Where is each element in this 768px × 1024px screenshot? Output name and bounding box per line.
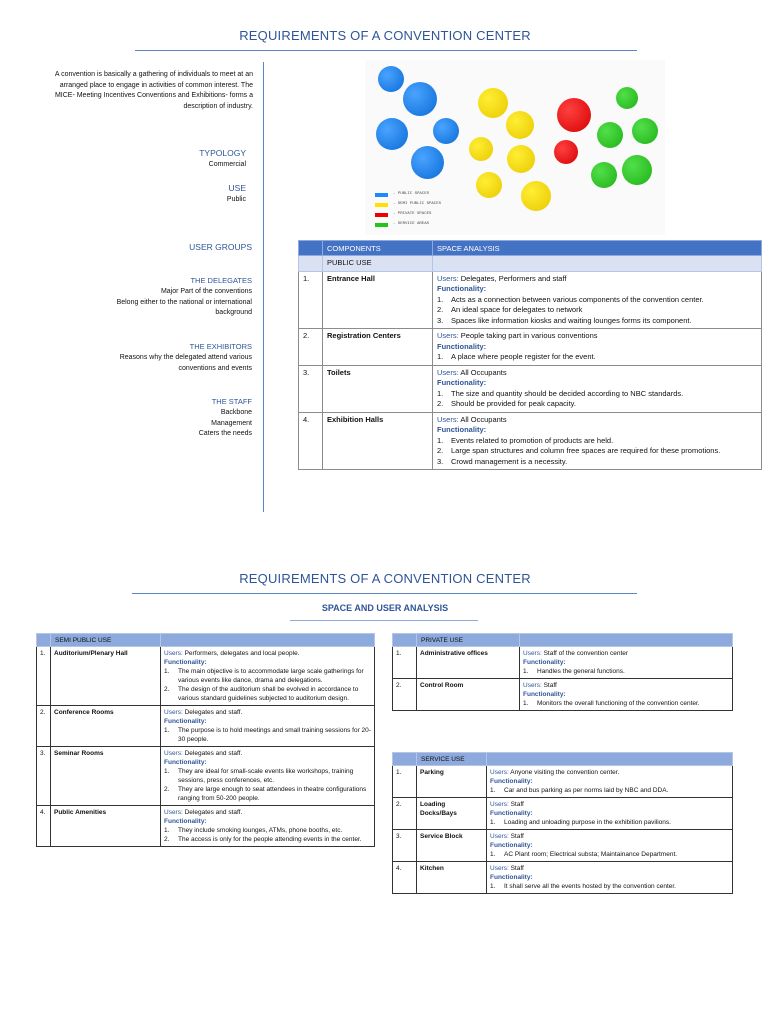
page2-title: REQUIREMENTS OF A CONVENTION CENTER: [239, 571, 531, 586]
row-analysis: [161, 647, 375, 706]
list-item-text: Events related to promotion of products are held.: [451, 435, 614, 445]
list-item-text: They are ideal for small-scale events like workshops, training sessions, press conferences, etc.: [178, 768, 354, 784]
bubble-semi-public: [476, 172, 502, 198]
table-row: [37, 706, 375, 747]
row-component: Service Block: [417, 830, 487, 862]
row-component: Toilets: [323, 365, 433, 412]
list-number: 1.: [164, 768, 170, 775]
list-item: [164, 726, 371, 744]
functionality-label: Functionality:: [164, 718, 207, 725]
bubble-public: [411, 146, 444, 179]
staff-text: [100, 408, 252, 440]
table-header-row: [299, 241, 762, 256]
list-item: [490, 850, 729, 859]
row-component: Seminar Rooms: [51, 747, 161, 806]
row-component: Administrative offices: [417, 647, 520, 679]
row-analysis: [161, 806, 375, 847]
functionality-label: Functionality:: [490, 842, 533, 849]
functionality-label: Functionality:: [490, 874, 533, 881]
users-label: Users:: [490, 833, 509, 840]
bubble-public: [433, 118, 459, 144]
users-line: [164, 649, 371, 658]
table-header-cell: [161, 634, 375, 647]
functionality-label: Functionality:: [437, 425, 487, 434]
delegates-line: Belong either to the national or international: [116, 298, 252, 306]
legend-label: - SEMI PUBLIC SPACES: [393, 202, 442, 206]
table-body: [299, 271, 762, 470]
users-label: Users:: [164, 750, 183, 757]
service-use-table: [392, 752, 733, 894]
row-component: Public Amenities: [51, 806, 161, 847]
table-header-cell: COMPONENTS: [323, 241, 433, 256]
row-number: 3.: [393, 830, 417, 862]
table-header-cell: SPACE ANALYSIS: [433, 241, 762, 256]
list-item-text: The main objective is to accommodate large scale gatherings for various events like dance, drama and delegations.: [178, 668, 364, 684]
users-value: Delegates, Performers and staff: [460, 273, 567, 283]
table-subheader-row: [299, 256, 762, 272]
list-item-text: Loading and unloading purpose in the exhibition pavilions.: [504, 819, 671, 826]
table-row: [393, 798, 733, 830]
delegates-text: [60, 287, 252, 319]
legend-swatch: [375, 203, 388, 207]
users-line: [437, 368, 757, 379]
functionality-list: [523, 699, 729, 708]
users-value: Staff of the convention center: [543, 650, 629, 657]
staff-line: Backbone: [220, 409, 252, 416]
row-number: 2.: [393, 679, 417, 711]
list-item-text: AC Plant room; Electrical substa; Maintainance Department.: [504, 851, 678, 858]
row-analysis: [520, 679, 733, 711]
bubble-service: [616, 87, 638, 109]
user-groups-heading: USER GROUPS: [189, 242, 252, 252]
list-item: [437, 389, 757, 400]
list-item: [164, 667, 371, 685]
list-number: 2.: [164, 686, 170, 693]
list-number: 3.: [437, 315, 444, 325]
page2-subtitle: SPACE AND USER ANALYSIS: [321, 603, 449, 613]
list-number: 1.: [437, 294, 444, 304]
table-header-cell: [393, 753, 417, 766]
bubble-semi-public: [507, 145, 535, 173]
list-item: [490, 786, 729, 795]
users-line: [437, 331, 757, 342]
private-use-table: [392, 633, 733, 711]
row-number: 2.: [393, 798, 417, 830]
list-number: 1.: [490, 851, 496, 858]
list-item: [164, 835, 371, 844]
page2-title-rule: [132, 593, 637, 594]
row-number: 2.: [37, 706, 51, 747]
table-row: [393, 679, 733, 711]
row-number: 3.: [299, 365, 323, 412]
functionality-label: Functionality:: [437, 378, 487, 387]
exhibitors-line: conventions and events: [178, 364, 252, 372]
functionality-list: [437, 389, 757, 410]
list-item: [437, 316, 757, 327]
list-number: 1.: [437, 435, 444, 445]
list-item-text: They include smoking lounges, ATMs, phone booths, etc.: [178, 827, 343, 834]
functionality-list: [164, 667, 371, 703]
list-item: [437, 457, 757, 468]
list-item: [437, 436, 757, 447]
list-item: [490, 882, 729, 891]
functionality-list: [437, 436, 757, 468]
functionality-label: Functionality:: [164, 818, 207, 825]
legend-label: - SERVICE AREAS: [393, 222, 430, 226]
table-cell: [433, 256, 762, 272]
row-analysis: [161, 747, 375, 806]
list-item-text: The access is only for the people attending events in the center.: [178, 836, 362, 843]
row-component: Conference Rooms: [51, 706, 161, 747]
bubble-public: [403, 82, 437, 116]
table-header-cell: [37, 634, 51, 647]
functionality-label: Functionality:: [523, 659, 566, 666]
list-item: [490, 818, 729, 827]
table-subheader: PUBLIC USE: [323, 256, 433, 272]
row-component: Parking: [417, 766, 487, 798]
table-row: [299, 271, 762, 329]
row-analysis: [161, 706, 375, 747]
list-item: [164, 685, 371, 703]
list-item-text: The design of the auditorium shall be evolved in accordance to various standard guidelines subjected to auditorium design.: [178, 686, 359, 702]
list-item: [523, 699, 729, 708]
row-analysis: [487, 798, 733, 830]
table-row: [299, 329, 762, 366]
table-cell: [299, 256, 323, 272]
bubble-service: [591, 162, 617, 188]
functionality-list: [437, 352, 757, 363]
table-row: [393, 766, 733, 798]
typology-heading: TYPOLOGY: [199, 148, 246, 158]
users-line: [164, 749, 371, 758]
table-header-cell: [520, 634, 733, 647]
users-label: Users:: [437, 414, 459, 424]
exhibitors-line: Reasons why the delegated attend various: [119, 354, 252, 361]
list-number: 1.: [164, 827, 170, 834]
row-analysis: [487, 830, 733, 862]
functionality-label: Functionality:: [437, 284, 487, 293]
row-number: 4.: [393, 862, 417, 894]
users-value: Anyone visiting the convention center.: [510, 769, 620, 776]
list-item-text: Car and bus parking as per norms laid by NBC and DDA.: [504, 787, 669, 794]
bubble-semi-public: [506, 111, 534, 139]
bubble-semi-public: [469, 137, 493, 161]
users-value: Performers, delegates and local people.: [184, 650, 300, 657]
users-label: Users:: [490, 865, 509, 872]
list-item-text: Should be provided for peak capacity.: [451, 399, 576, 408]
functionality-list: [164, 767, 371, 803]
row-analysis: [487, 766, 733, 798]
legend-swatch: [375, 193, 388, 197]
legend-label: - PUBLIC SPACES: [393, 192, 430, 196]
use-heading: USE: [228, 183, 246, 193]
row-number: 1.: [393, 766, 417, 798]
users-label: Users:: [437, 367, 459, 377]
users-label: Users:: [490, 769, 509, 776]
intro-text: A convention is basically a gathering of individuals to meet at an arranged place to engage in activities of common interest. The MICE- Meeting Incentives Conventions and Exhibitions- forms a description of industry.: [54, 71, 253, 110]
row-number: 4.: [299, 412, 323, 470]
row-analysis: [433, 365, 762, 412]
row-analysis: [520, 647, 733, 679]
list-number: 2.: [437, 446, 444, 455]
table-header-row: [393, 753, 733, 766]
staff-line: Management: [211, 419, 252, 427]
table-header-cell: PRIVATE USE: [417, 634, 520, 647]
row-component: Loading Docks/Bays: [417, 798, 487, 830]
list-number: 1.: [164, 668, 170, 675]
staff-line: Caters the needs: [198, 430, 252, 437]
list-number: 1.: [523, 668, 529, 675]
users-value: People taking part in various conventions: [460, 331, 598, 340]
bubble-public: [378, 66, 404, 92]
table-row: [37, 747, 375, 806]
list-item-text: Monitors the overall functioning of the convention center.: [537, 700, 700, 707]
users-label: Users:: [164, 650, 183, 657]
table-header-cell: [299, 241, 323, 256]
list-item-text: They are large enough to seat attendees in theatre configurations ranging from 50-200 people.: [178, 786, 367, 802]
functionality-label: Functionality:: [437, 341, 487, 351]
bubble-semi-public: [521, 181, 551, 211]
users-value: Staff: [510, 801, 524, 808]
semi-public-table: [36, 633, 375, 847]
list-number: 2.: [164, 786, 170, 793]
table-row: [393, 830, 733, 862]
list-item-text: The size and quantity should be decided according to NBC standards.: [451, 388, 684, 398]
list-item-text: Large span structures and column free spaces are required for these promotions.: [451, 446, 721, 455]
list-item: [437, 446, 757, 457]
list-number: 2.: [437, 305, 444, 314]
bubble-service: [597, 122, 623, 148]
list-number: 1.: [437, 388, 444, 398]
typology-value: Commercial: [208, 161, 246, 168]
list-number: 1.: [164, 727, 170, 734]
functionality-label: Functionality:: [523, 691, 566, 698]
table-row: [393, 647, 733, 679]
row-component: Registration Centers: [323, 329, 433, 366]
users-value: Delegates and staff.: [184, 809, 243, 816]
delegates-line: background: [215, 309, 252, 316]
delegates-heading: THE DELEGATES: [190, 276, 252, 285]
legend-swatch: [375, 223, 388, 227]
row-component: Entrance Hall: [323, 271, 433, 329]
users-label: Users:: [490, 801, 509, 808]
functionality-list: [523, 667, 729, 676]
users-label: Users:: [437, 273, 459, 283]
table-row: [393, 862, 733, 894]
users-value: Staff: [510, 865, 524, 872]
exhibitors-text: [60, 353, 252, 374]
list-item-text: The purpose is to hold meetings and small training sessions for 20-30 people.: [178, 727, 371, 743]
list-item-text: An ideal space for delegates to network: [451, 305, 583, 314]
page1-title: REQUIREMENTS OF A CONVENTION CENTER: [239, 28, 531, 43]
row-analysis: [487, 862, 733, 894]
users-label: Users:: [164, 709, 183, 716]
table-header-cell: [487, 753, 733, 766]
list-item-text: Crowd management is a necessity.: [451, 456, 568, 466]
table-row: [37, 806, 375, 847]
staff-heading: THE STAFF: [211, 397, 252, 406]
users-line: [164, 708, 371, 717]
public-use-table: [298, 240, 762, 470]
row-number: 3.: [37, 747, 51, 806]
bubble-private: [554, 140, 578, 164]
users-line: [164, 808, 371, 817]
row-component: Kitchen: [417, 862, 487, 894]
row-analysis: [433, 329, 762, 366]
row-number: 1.: [299, 271, 323, 329]
legend-swatch: [375, 213, 388, 217]
list-number: 1.: [490, 819, 496, 826]
list-item-text: Spaces like information kiosks and waiting lounges forms its component.: [451, 315, 692, 325]
list-item: [437, 352, 757, 363]
bubble-diagram: [365, 60, 665, 235]
functionality-label: Functionality:: [490, 778, 533, 785]
users-line: [437, 415, 757, 426]
list-item-text: It shall serve all the events hosted by the convention center.: [504, 883, 676, 890]
list-item: [164, 826, 371, 835]
users-label: Users:: [523, 650, 542, 657]
list-item-text: Handles the general functions.: [537, 668, 625, 675]
users-label: Users:: [437, 331, 459, 340]
functionality-list: [164, 826, 371, 844]
row-number: 1.: [37, 647, 51, 706]
list-item-text: Acts as a connection between various components of the convention center.: [451, 294, 704, 304]
list-item-text: A place where people register for the event.: [451, 352, 596, 361]
list-number: 1.: [437, 352, 444, 361]
table-row: [37, 647, 375, 706]
users-value: Delegates and staff.: [184, 709, 243, 716]
row-number: 1.: [393, 647, 417, 679]
functionality-label: Functionality:: [164, 759, 207, 766]
row-component: Control Room: [417, 679, 520, 711]
row-number: 2.: [299, 329, 323, 366]
table-header-cell: SEMI PUBLIC USE: [51, 634, 161, 647]
use-value: Public: [226, 196, 246, 203]
users-line: [490, 864, 729, 873]
users-label: Users:: [523, 682, 542, 689]
row-analysis: [433, 271, 762, 329]
bubble-semi-public: [478, 88, 508, 118]
users-value: Delegates and staff.: [184, 750, 243, 757]
functionality-label: Functionality:: [164, 659, 207, 666]
list-number: 1.: [523, 700, 529, 707]
page1-divider: [263, 62, 264, 512]
table-header-cell: SERVICE USE: [417, 753, 487, 766]
functionality-list: [490, 786, 729, 795]
table-row: [299, 412, 762, 470]
users-line: [490, 800, 729, 809]
list-item: [523, 667, 729, 676]
table-header-row: [37, 634, 375, 647]
legend-label: - PRIVATE SPACES: [393, 212, 432, 216]
row-number: 4.: [37, 806, 51, 847]
bubble-service: [632, 118, 658, 144]
functionality-list: [437, 295, 757, 327]
functionality-list: [490, 818, 729, 827]
functionality-list: [164, 726, 371, 744]
users-line: [523, 649, 729, 658]
users-value: All Occupants: [460, 414, 507, 424]
table-header-cell: [393, 634, 417, 647]
users-value: Staff: [543, 682, 557, 689]
list-item: [164, 767, 371, 785]
bubble-public: [376, 118, 408, 150]
users-line: [490, 768, 729, 777]
users-label: Users:: [164, 809, 183, 816]
list-item: [164, 785, 371, 803]
users-value: Staff: [510, 833, 524, 840]
list-item: [437, 399, 757, 410]
delegates-line: Major Part of the conventions: [160, 288, 252, 295]
users-line: [490, 832, 729, 841]
list-number: 1.: [490, 787, 496, 794]
page1-title-rule: [135, 50, 637, 51]
functionality-label: Functionality:: [490, 810, 533, 817]
exhibitors-heading: THE EXHIBITORS: [189, 342, 252, 351]
table-header-row: [393, 634, 733, 647]
bubble-private: [557, 98, 591, 132]
list-number: 2.: [437, 399, 444, 408]
list-number: 3.: [437, 456, 444, 466]
page2-subtitle-rule: [290, 620, 478, 621]
table-row: [299, 365, 762, 412]
list-number: 1.: [490, 883, 496, 890]
bubble-service: [622, 155, 652, 185]
users-value: All Occupants: [460, 367, 507, 377]
list-number: 2.: [164, 836, 170, 843]
row-component: Auditorium/Plenary Hall: [51, 647, 161, 706]
functionality-list: [490, 850, 729, 859]
functionality-list: [490, 882, 729, 891]
users-line: [523, 681, 729, 690]
row-analysis: [433, 412, 762, 470]
list-item: [437, 305, 757, 316]
users-line: [437, 274, 757, 285]
row-component: Exhibition Halls: [323, 412, 433, 470]
list-item: [437, 295, 757, 306]
